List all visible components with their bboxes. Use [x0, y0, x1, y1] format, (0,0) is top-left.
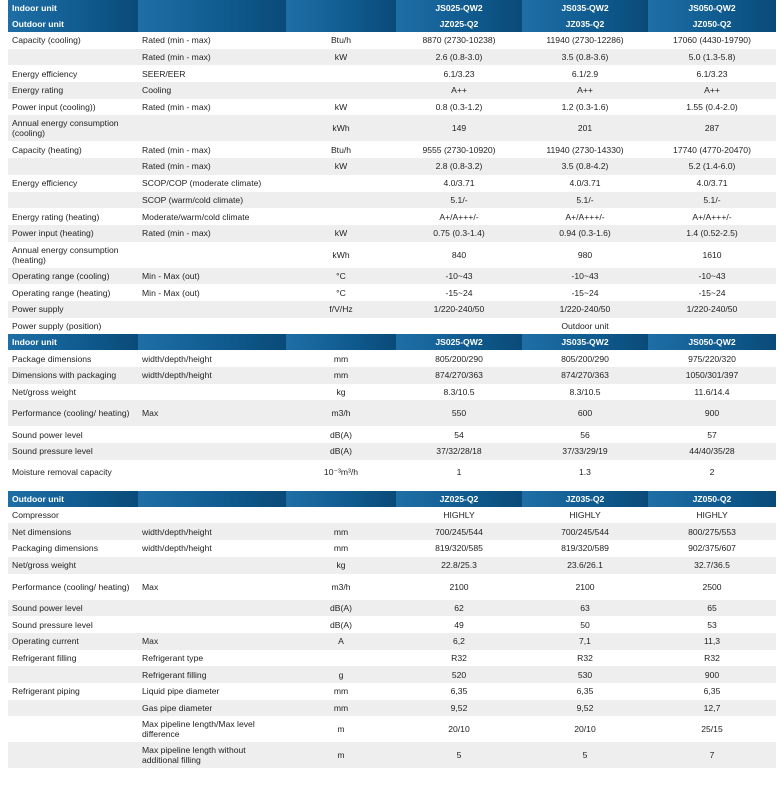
cell-model-025: JS025-QW2 [396, 334, 522, 350]
cell-model-025: 2.8 (0.8-3.2) [396, 158, 522, 175]
cell-model-050: JZ050-Q2 [648, 16, 776, 32]
cell-model-050: 6,35 [648, 683, 776, 700]
table-row [8, 82, 776, 99]
cell-unit: kWh [286, 242, 396, 268]
cell-unit: kW [286, 158, 396, 175]
table-row [8, 574, 776, 600]
cell-model-050: 53 [648, 616, 776, 633]
cell-model-035: 874/270/363 [522, 367, 648, 384]
cell-model-035: 1.3 [522, 460, 648, 485]
cell-condition: Rated (min - max) [138, 141, 286, 158]
cell-model-025: R32 [396, 650, 522, 667]
cell-condition [138, 460, 286, 485]
cell-unit: kg [286, 384, 396, 401]
table-row [8, 460, 776, 485]
cell-parameter: Performance (cooling/ heating) [8, 574, 138, 600]
table-row [8, 301, 776, 318]
table-row [8, 99, 776, 116]
cell-unit: Btu/h [286, 32, 396, 49]
cell-condition: SCOP (warm/cold climate) [138, 192, 286, 209]
cell-condition [138, 384, 286, 401]
cell-condition: Max pipeline length/Max level difference [138, 716, 286, 742]
cell-parameter: Power input (cooling)) [8, 99, 138, 116]
cell-model-025: 37/32/28/18 [396, 443, 522, 460]
cell-model-025: 6.1/3.23 [396, 65, 522, 82]
cell-model-050: 800/275/553 [648, 523, 776, 540]
cell-unit: kW [286, 49, 396, 66]
cell-parameter [8, 716, 138, 742]
cell-unit: mm [286, 350, 396, 367]
cell-model-050: 2500 [648, 574, 776, 600]
cell-model-025: 2.6 (0.8-3.0) [396, 49, 522, 66]
cell-model-025: 1/220-240/50 [396, 301, 522, 318]
cell-unit: mm [286, 540, 396, 557]
table-row [8, 633, 776, 650]
cell-condition [138, 443, 286, 460]
cell-model-035: 23.6/26.1 [522, 557, 648, 574]
cell-parameter: Energy efficiency [8, 175, 138, 192]
table-row [8, 268, 776, 285]
cell-parameter: Net/gross weight [8, 557, 138, 574]
cell-model-050: 900 [648, 666, 776, 683]
table-row [8, 523, 776, 540]
cell-model-035: 8.3/10.5 [522, 384, 648, 401]
cell-condition: Gas pipe diameter [138, 700, 286, 717]
cell-model-035: 530 [522, 666, 648, 683]
table-row [8, 367, 776, 384]
cell-unit: g [286, 666, 396, 683]
cell-model-050: JS050-QW2 [648, 334, 776, 350]
cell-condition: Max [138, 400, 286, 426]
cell-parameter: Net dimensions [8, 523, 138, 540]
cell-condition: Rated (min - max) [138, 225, 286, 242]
cell-model-035: 7,1 [522, 633, 648, 650]
cell-unit: kg [286, 557, 396, 574]
cell-condition: Rated (min - max) [138, 49, 286, 66]
cell-unit: °C [286, 284, 396, 301]
cell-condition: Refrigerant type [138, 650, 286, 667]
cell-model-025: 805/200/290 [396, 350, 522, 367]
cell-condition: width/depth/height [138, 350, 286, 367]
table-row [8, 225, 776, 242]
spec-sheet [8, 0, 784, 768]
cell-condition: Max [138, 633, 286, 650]
cell-condition: Max pipeline length without additional filling [138, 742, 286, 768]
cell-condition: Moderate/warm/cold climate [138, 208, 286, 225]
header-row [8, 0, 776, 16]
cell-model-050: 6.1/3.23 [648, 65, 776, 82]
cell-model-035: 600 [522, 400, 648, 426]
cell-model-035: 4.0/3.71 [522, 175, 648, 192]
header-row [8, 334, 776, 350]
table-row [8, 443, 776, 460]
cell-parameter: Sound pressure level [8, 616, 138, 633]
cell-unit [286, 318, 396, 335]
cell-model-050: 900 [648, 400, 776, 426]
cell-unit: dB(A) [286, 443, 396, 460]
table-row [8, 650, 776, 667]
table-row [8, 426, 776, 443]
cell-model-025: 54 [396, 426, 522, 443]
table-row [8, 65, 776, 82]
cell-model-050: 1.4 (0.52-2.5) [648, 225, 776, 242]
cell-model-025: -10~43 [396, 268, 522, 285]
table-row [8, 400, 776, 426]
table-row [8, 716, 776, 742]
cell-model-025: -15~24 [396, 284, 522, 301]
table-row [8, 141, 776, 158]
cell-parameter [8, 742, 138, 768]
cell-parameter: Packaging dimensions [8, 540, 138, 557]
cell-model-035: 63 [522, 600, 648, 617]
cell-parameter: Outdoor unit [8, 491, 138, 507]
cell-model-035: 1/220-240/50 [522, 301, 648, 318]
cell-condition [138, 600, 286, 617]
cell-condition [138, 334, 286, 350]
cell-condition: Liquid pipe diameter [138, 683, 286, 700]
cell-model-025: 819/320/585 [396, 540, 522, 557]
cell-unit [286, 175, 396, 192]
cell-model-050: 7 [648, 742, 776, 768]
cell-model-050: 1610 [648, 242, 776, 268]
cell-model-035: 20/10 [522, 716, 648, 742]
cell-model-035: 9,52 [522, 700, 648, 717]
table-row [8, 350, 776, 367]
spec-table [8, 0, 776, 768]
cell-condition [138, 301, 286, 318]
cell-model-035: -10~43 [522, 268, 648, 285]
cell-condition [138, 115, 286, 141]
cell-condition [138, 616, 286, 633]
cell-unit [286, 65, 396, 82]
cell-model-025: 9555 (2730-10920) [396, 141, 522, 158]
table-row [8, 666, 776, 683]
cell-condition: Rated (min - max) [138, 158, 286, 175]
cell-parameter [8, 700, 138, 717]
table-row [8, 175, 776, 192]
cell-model-050: JZ050-Q2 [648, 491, 776, 507]
cell-parameter: Indoor unit [8, 334, 138, 350]
cell-parameter [8, 158, 138, 175]
cell-model-050: -10~43 [648, 268, 776, 285]
cell-unit [286, 82, 396, 99]
cell-unit: f/V/Hz [286, 301, 396, 318]
cell-parameter: Energy efficiency [8, 65, 138, 82]
cell-parameter: Capacity (cooling) [8, 32, 138, 49]
cell-parameter: Performance (cooling/ heating) [8, 400, 138, 426]
cell-condition: width/depth/height [138, 523, 286, 540]
cell-model-050: 2 [648, 460, 776, 485]
cell-unit: dB(A) [286, 600, 396, 617]
cell-parameter: Dimensions with packaging [8, 367, 138, 384]
cell-model-050: -15~24 [648, 284, 776, 301]
cell-unit: mm [286, 700, 396, 717]
cell-model-050: 1.55 (0.4-2.0) [648, 99, 776, 116]
cell-parameter: Compressor [8, 507, 138, 524]
cell-unit [286, 16, 396, 32]
cell-model-035: A+/A+++/- [522, 208, 648, 225]
cell-model-050: 287 [648, 115, 776, 141]
cell-unit [286, 491, 396, 507]
cell-model-035: -15~24 [522, 284, 648, 301]
cell-model-035: 6,35 [522, 683, 648, 700]
table-row [8, 158, 776, 175]
cell-parameter: Sound pressure level [8, 443, 138, 460]
table-row [8, 700, 776, 717]
cell-model-050: 17740 (4770-20470) [648, 141, 776, 158]
cell-model-035: 56 [522, 426, 648, 443]
cell-unit: mm [286, 523, 396, 540]
cell-model-025: JS025-QW2 [396, 0, 522, 16]
cell-model-050: 5.2 (1.4-6.0) [648, 158, 776, 175]
cell-parameter [8, 49, 138, 66]
cell-model-035: 50 [522, 616, 648, 633]
cell-unit: 10⁻³m³/h [286, 460, 396, 485]
table-row [8, 742, 776, 768]
cell-condition [138, 507, 286, 524]
cell-model-035: 11940 (2730-14330) [522, 141, 648, 158]
cell-model-035: HIGHLY [522, 507, 648, 524]
cell-model-050: 902/375/607 [648, 540, 776, 557]
table-row [8, 49, 776, 66]
cell-model-025 [396, 318, 522, 335]
cell-condition: Refrigerant filling [138, 666, 286, 683]
cell-model-050: 1050/301/397 [648, 367, 776, 384]
cell-model-025: 20/10 [396, 716, 522, 742]
cell-condition: width/depth/height [138, 367, 286, 384]
cell-condition [138, 318, 286, 335]
cell-unit: m [286, 716, 396, 742]
cell-model-050: 57 [648, 426, 776, 443]
table-row [8, 540, 776, 557]
cell-parameter: Power supply [8, 301, 138, 318]
table-row [8, 192, 776, 209]
cell-model-050: 25/15 [648, 716, 776, 742]
cell-unit: dB(A) [286, 426, 396, 443]
cell-condition: SEER/EER [138, 65, 286, 82]
cell-unit: m [286, 742, 396, 768]
cell-model-035: 819/320/589 [522, 540, 648, 557]
cell-condition: SCOP/COP (moderate climate) [138, 175, 286, 192]
cell-model-035: 5 [522, 742, 648, 768]
cell-unit: mm [286, 683, 396, 700]
cell-condition [138, 0, 286, 16]
cell-model-025: A++ [396, 82, 522, 99]
cell-model-025: 840 [396, 242, 522, 268]
cell-parameter: Capacity (heating) [8, 141, 138, 158]
table-row [8, 557, 776, 574]
cell-parameter: Net/gross weight [8, 384, 138, 401]
cell-model-050: 12,7 [648, 700, 776, 717]
cell-model-025: 0.75 (0.3-1.4) [396, 225, 522, 242]
cell-model-035: 1.2 (0.3-1.6) [522, 99, 648, 116]
cell-model-050: 4.0/3.71 [648, 175, 776, 192]
cell-model-050: A++ [648, 82, 776, 99]
table-row [8, 318, 776, 335]
table-row [8, 384, 776, 401]
table-row [8, 242, 776, 268]
table-row [8, 683, 776, 700]
cell-model-025: 520 [396, 666, 522, 683]
cell-unit: kW [286, 99, 396, 116]
cell-model-035: 3.5 (0.8-4.2) [522, 158, 648, 175]
cell-model-035: JZ035-Q2 [522, 16, 648, 32]
cell-model-050: JS050-QW2 [648, 0, 776, 16]
cell-model-050: R32 [648, 650, 776, 667]
cell-model-035: 6.1/2.9 [522, 65, 648, 82]
cell-model-050: HIGHLY [648, 507, 776, 524]
cell-model-035: 11940 (2730-12286) [522, 32, 648, 49]
cell-model-050: 44/40/35/28 [648, 443, 776, 460]
cell-model-025: 550 [396, 400, 522, 426]
table-row [8, 115, 776, 141]
cell-unit: mm [286, 367, 396, 384]
cell-parameter: Annual energy consumption (heating) [8, 242, 138, 268]
cell-model-050: A+/A+++/- [648, 208, 776, 225]
cell-model-050: 11.6/14.4 [648, 384, 776, 401]
cell-model-025: A+/A+++/- [396, 208, 522, 225]
cell-model-025: 9,52 [396, 700, 522, 717]
cell-model-025: 149 [396, 115, 522, 141]
cell-model-025: 22.8/25.3 [396, 557, 522, 574]
cell-model-035: A++ [522, 82, 648, 99]
header-row [8, 491, 776, 507]
cell-model-025: JZ025-Q2 [396, 16, 522, 32]
cell-condition [138, 491, 286, 507]
cell-model-035: Outdoor unit [522, 318, 648, 335]
cell-model-035: 0.94 (0.3-1.6) [522, 225, 648, 242]
table-row [8, 284, 776, 301]
cell-model-035: 5.1/- [522, 192, 648, 209]
cell-model-025: 62 [396, 600, 522, 617]
cell-model-025: 4.0/3.71 [396, 175, 522, 192]
cell-model-025: 2100 [396, 574, 522, 600]
cell-condition: Rated (min - max) [138, 99, 286, 116]
cell-condition: Max [138, 574, 286, 600]
cell-model-050: 975/220/320 [648, 350, 776, 367]
cell-unit: m3/h [286, 574, 396, 600]
cell-model-025: 5 [396, 742, 522, 768]
cell-parameter: Moisture removal capacity [8, 460, 138, 485]
cell-parameter: Operating range (cooling) [8, 268, 138, 285]
cell-model-025: 6,2 [396, 633, 522, 650]
cell-model-025: 1 [396, 460, 522, 485]
table-row [8, 600, 776, 617]
cell-model-035: 700/245/544 [522, 523, 648, 540]
cell-unit: °C [286, 268, 396, 285]
table-row [8, 616, 776, 633]
cell-condition [138, 426, 286, 443]
cell-model-050: 5.0 (1.3-5.8) [648, 49, 776, 66]
cell-parameter: Sound power level [8, 426, 138, 443]
cell-model-050: 32.7/36.5 [648, 557, 776, 574]
cell-model-025: HIGHLY [396, 507, 522, 524]
cell-model-025: 49 [396, 616, 522, 633]
header-row [8, 16, 776, 32]
cell-unit: dB(A) [286, 616, 396, 633]
cell-model-050: 1/220-240/50 [648, 301, 776, 318]
cell-condition: Min - Max (out) [138, 268, 286, 285]
cell-condition: width/depth/height [138, 540, 286, 557]
cell-model-050: 17060 (4430-19790) [648, 32, 776, 49]
cell-unit [286, 507, 396, 524]
cell-model-025: 5.1/- [396, 192, 522, 209]
cell-condition: Rated (min - max) [138, 32, 286, 49]
cell-condition: Min - Max (out) [138, 284, 286, 301]
cell-parameter: Package dimensions [8, 350, 138, 367]
cell-unit: A [286, 633, 396, 650]
cell-unit [286, 650, 396, 667]
cell-model-050 [648, 318, 776, 335]
cell-parameter [8, 666, 138, 683]
cell-unit: Btu/h [286, 141, 396, 158]
cell-parameter: Sound power level [8, 600, 138, 617]
cell-model-025: 700/245/544 [396, 523, 522, 540]
cell-model-025: 874/270/363 [396, 367, 522, 384]
cell-unit [286, 334, 396, 350]
cell-parameter: Power input (heating) [8, 225, 138, 242]
cell-parameter: Energy rating (heating) [8, 208, 138, 225]
cell-parameter: Power supply (position) [8, 318, 138, 335]
cell-model-025: JZ025-Q2 [396, 491, 522, 507]
cell-model-035: 201 [522, 115, 648, 141]
table-row [8, 208, 776, 225]
cell-model-035: JS035-QW2 [522, 0, 648, 16]
cell-model-035: 2100 [522, 574, 648, 600]
cell-condition [138, 16, 286, 32]
cell-model-035: R32 [522, 650, 648, 667]
cell-model-025: 8.3/10.5 [396, 384, 522, 401]
cell-unit: kW [286, 225, 396, 242]
cell-model-025: 0.8 (0.3-1.2) [396, 99, 522, 116]
cell-model-035: 805/200/290 [522, 350, 648, 367]
cell-model-050: 11,3 [648, 633, 776, 650]
cell-model-035: 980 [522, 242, 648, 268]
cell-model-050: 65 [648, 600, 776, 617]
cell-unit [286, 192, 396, 209]
cell-parameter: Annual energy consumption (cooling) [8, 115, 138, 141]
cell-model-035: 3.5 (0.8-3.6) [522, 49, 648, 66]
cell-parameter: Energy rating [8, 82, 138, 99]
cell-model-035: JS035-QW2 [522, 334, 648, 350]
cell-parameter [8, 192, 138, 209]
cell-unit: kWh [286, 115, 396, 141]
cell-condition [138, 557, 286, 574]
cell-parameter: Indoor unit [8, 0, 138, 16]
cell-model-025: 8870 (2730-10238) [396, 32, 522, 49]
cell-condition [138, 242, 286, 268]
cell-parameter: Operating range (heating) [8, 284, 138, 301]
cell-unit [286, 208, 396, 225]
cell-parameter: Outdoor unit [8, 16, 138, 32]
cell-parameter: Operating current [8, 633, 138, 650]
cell-parameter: Refrigerant filling [8, 650, 138, 667]
cell-model-035: 37/33/29/19 [522, 443, 648, 460]
cell-parameter: Refrigerant piping [8, 683, 138, 700]
table-row [8, 507, 776, 524]
cell-model-050: 5.1/- [648, 192, 776, 209]
cell-unit: m3/h [286, 400, 396, 426]
cell-model-035: JZ035-Q2 [522, 491, 648, 507]
cell-condition: Cooling [138, 82, 286, 99]
cell-model-025: 6,35 [396, 683, 522, 700]
cell-unit [286, 0, 396, 16]
table-row [8, 32, 776, 49]
